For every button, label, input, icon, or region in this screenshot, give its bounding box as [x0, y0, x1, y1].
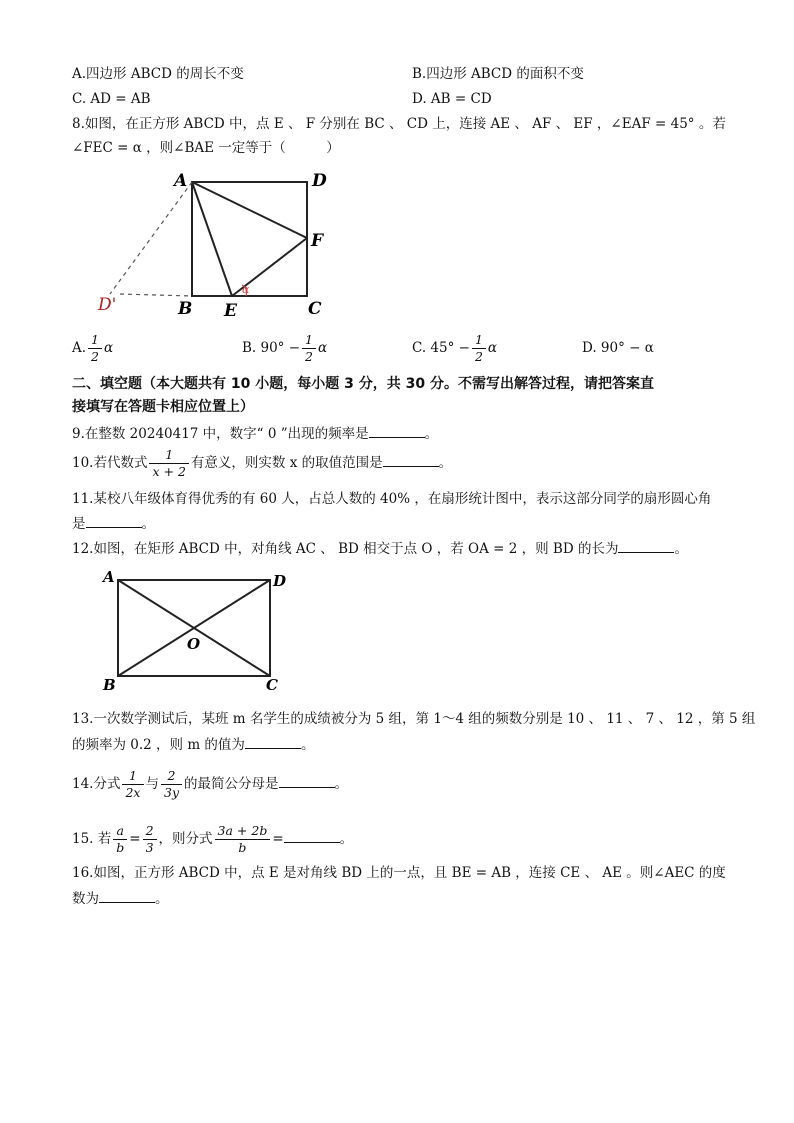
answer-blank[interactable]	[618, 538, 674, 553]
label-d-prime: D'	[98, 295, 117, 315]
q8-option-a	[72, 330, 113, 366]
fraction-denominator: 2	[91, 349, 99, 364]
q7-option-a: A.四边形 ABCD 的周长不变	[72, 66, 244, 82]
q13-end: 。	[300, 737, 315, 753]
q11-line2	[72, 513, 155, 534]
fraction-denominator: 2x	[125, 785, 141, 800]
q8-figure	[86, 164, 362, 322]
q16-end: 。	[155, 891, 169, 907]
q16-line1: 16.如图，正方形 ABCD 中，点 E 是对角线 BD 上的一点，且 BE = AB ，连接 CE 、 AE 。则∠AEC 的度	[72, 865, 726, 881]
section-heading-line1: 二、填空题（本大题共有 10 小题，每小题 3 分，共 30 分。不需写出解答过程，请把答案直	[72, 376, 654, 392]
q15-fraction-expression	[215, 823, 271, 856]
square-abcd	[192, 182, 307, 296]
q10-text-before: 10.若代数式	[72, 455, 148, 471]
fraction-half	[302, 332, 316, 365]
fraction-numerator: 1	[472, 332, 486, 349]
q14-and: 与	[145, 776, 159, 792]
dashed-bd-prime	[120, 294, 192, 296]
q12	[72, 538, 688, 559]
q8-option-a-prefix: A.	[72, 340, 87, 356]
q12-text: 12.如图，在矩形 ABCD 中，对角线 AC 、 BD 相交于点 O ，若 OA = 2 ，则 BD 的长为	[72, 541, 619, 557]
q7-option-d: D. AB = CD	[412, 91, 492, 107]
q15	[72, 821, 353, 857]
q10-text-after: 有意义，则实数 x 的取值范围是	[190, 455, 383, 471]
q11-end: 。	[141, 516, 155, 532]
fraction-denominator: x + 2	[152, 464, 186, 479]
label-d: D	[273, 572, 287, 590]
q10-fraction	[149, 447, 188, 480]
equals-sign: =	[129, 831, 141, 847]
label-a: A	[103, 568, 115, 586]
label-d: D	[312, 171, 327, 191]
label-b: B	[178, 299, 193, 319]
q14-end: 。	[334, 776, 349, 792]
q10	[72, 445, 452, 481]
fraction-denominator: 2	[474, 349, 483, 364]
fraction-denominator: 3	[145, 840, 154, 855]
q7-option-b: B.四边形 ABCD 的面积不变	[412, 66, 584, 82]
q8-option-c-prefix: C. 45° −	[412, 340, 470, 356]
q15-end: 。	[339, 831, 354, 847]
section-heading-line2: 接填写在答题卡相应位置上）	[72, 399, 254, 415]
label-b: B	[103, 676, 116, 694]
fraction-half	[472, 332, 486, 365]
label-a: A	[174, 171, 188, 191]
fraction-half	[88, 332, 102, 365]
q15-fraction-two-thirds	[143, 823, 157, 856]
q8-option-b	[242, 330, 327, 366]
fraction-numerator: 1	[88, 332, 102, 349]
answer-blank[interactable]	[383, 452, 439, 467]
equals-sign: =	[272, 831, 284, 847]
label-alpha: α	[242, 283, 250, 296]
q14-fraction-2	[161, 768, 182, 801]
fraction-numerator: a	[113, 823, 127, 840]
q9	[72, 423, 438, 444]
label-f: F	[311, 231, 324, 251]
fraction-numerator: 1	[122, 768, 143, 785]
q16-line2	[72, 888, 169, 909]
q12-end: 。	[674, 541, 688, 557]
answer-blank[interactable]	[99, 888, 155, 903]
fraction-numerator: 2	[143, 823, 157, 840]
label-c: C	[266, 676, 278, 694]
q10-end: 。	[438, 455, 453, 471]
fraction-numerator: 2	[161, 768, 182, 785]
answer-blank[interactable]	[284, 828, 340, 843]
q15-prefix: 15. 若	[72, 831, 112, 847]
q14	[72, 766, 348, 802]
fraction-denominator: b	[238, 840, 247, 855]
fraction-denominator: 3y	[164, 785, 180, 800]
q11-line2-text: 是	[72, 516, 86, 532]
q8-option-b-prefix: B. 90° −	[242, 340, 301, 356]
answer-blank[interactable]	[245, 734, 301, 749]
label-o: O	[187, 635, 201, 653]
q13-line2-text: 的频率为 0.2 ，则 m 的值为	[72, 737, 245, 753]
q7-option-c: C. AD = AB	[72, 91, 151, 107]
alpha-symbol: α	[318, 340, 328, 356]
q8-option-c	[412, 330, 497, 366]
q15-mid: ，则分式	[158, 831, 213, 847]
answer-blank[interactable]	[279, 773, 335, 788]
q14-fraction-1	[122, 768, 143, 801]
fraction-numerator: 1	[302, 332, 316, 349]
alpha-symbol: α	[487, 340, 498, 356]
q15-fraction-a-over-b	[113, 823, 127, 856]
fraction-numerator: 3a + 2b	[215, 823, 271, 840]
q14-text-after: 的最简公分母是	[184, 776, 279, 792]
fraction-denominator: b	[116, 840, 125, 855]
q14-text-before: 14.分式	[72, 776, 121, 792]
q8-stem-line2: ∠FEC = α ，则∠BAE 一定等于（ ）	[72, 140, 340, 156]
label-c: C	[308, 299, 322, 319]
q13-line1: 13.一次数学测试后，某班 m 名学生的成绩被分为 5 组，第 1～4 组的频数分别是 10 、 11 、 7 、 12 ，第 5 组	[72, 711, 756, 727]
fraction-numerator: 1	[149, 447, 188, 464]
dashed-ad-prime	[110, 182, 192, 294]
label-e: E	[224, 301, 237, 321]
q13-line2	[72, 734, 314, 755]
q9-end: 。	[424, 426, 439, 442]
answer-blank[interactable]	[86, 513, 142, 528]
q8-stem-line1: 8.如图，在正方形 ABCD 中，点 E 、 F 分别在 BC 、 CD 上，连接 AE 、 AF 、 EF ，∠EAF = 45° 。若	[72, 116, 726, 132]
fraction-denominator: 2	[305, 349, 313, 364]
answer-blank[interactable]	[369, 423, 425, 438]
q9-text: 9.在整数 20240417 中，数字“ 0 ”出现的频率是	[72, 426, 369, 442]
q16-line2-text: 数为	[72, 891, 99, 907]
q11-line1: 11.某校八年级体育得优秀的有 60 人，占总人数的 40% ，在扇形统计图中，表示这部分同学的扇形圆心角	[72, 491, 712, 507]
q8-option-d: D. 90° − α	[582, 340, 654, 356]
q12-figure	[96, 566, 296, 696]
alpha-symbol: α	[104, 340, 114, 356]
